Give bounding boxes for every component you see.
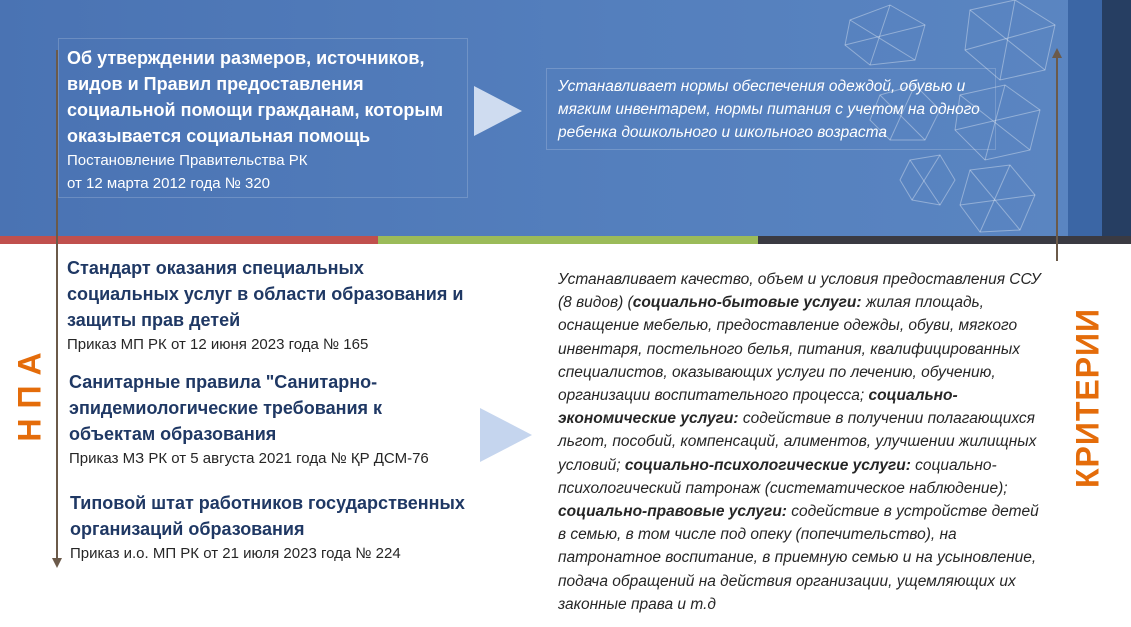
npa-label: НПА — [11, 342, 48, 442]
criteria-text-household: жилая площадь, оснащение мебелью, предоставление одежды, обуви, мягкого инвентаря, постельного белья, питания, квалифицированных специалистов, оказывающих услуги по лечению, обучению, организации воспитательного процесса; — [558, 294, 1021, 405]
criteria-heading-legal: социально-правовые услуги: — [558, 503, 787, 521]
criteria-text-legal: содействие в устройстве детей в семью, в том числе под опеку (попечительство), на патронатное воспитание, в приемную семью и на усыновление, подача обращений на действия организации, ущемляющих их законные права и т.д — [558, 503, 1039, 613]
arrow-down-icon — [52, 558, 62, 568]
right-stripe — [1068, 0, 1102, 236]
criteria-text-economic: содействие в получении полагающихся льгот, пособий, компенсаций, алиментов, улучшении жилищных условий; — [558, 410, 1037, 474]
document-source: Приказ МЗ РК от 5 августа 2021 года № ҚР ДСМ-76 — [69, 450, 429, 467]
right-stripe-dark — [1102, 0, 1131, 236]
divider-green — [378, 236, 758, 244]
top-document-date: от 12 марта 2012 года № 320 — [67, 175, 271, 192]
criteria-label: КРИТЕРИИ — [1069, 307, 1106, 489]
top-criteria-text: Устанавливает нормы обеспечения одеждой, обувью и мягким инвентарем, нормы питания с учетом на одного ребенка дошкольного и школьного возраста — [558, 78, 980, 141]
document-source: Приказ и.о. МП РК от 21 июля 2023 года № 224 — [70, 545, 401, 562]
top-document-title: Об утверждении размеров, источников, видов и Правил предоставления социальной помощи гражданам, которым оказывается социальная помощь — [67, 48, 444, 146]
document-title: Типовой штат работников государственных организаций образования — [70, 493, 465, 539]
document-item — [69, 369, 469, 470]
document-item — [70, 490, 470, 565]
document-title: Санитарные правила "Санитарно-эпидемиологические требования к объектам образования — [69, 372, 383, 444]
criteria-heading-household: социально-бытовые услуги: — [632, 294, 862, 312]
npa-arrow-line — [56, 50, 58, 560]
document-item — [67, 255, 467, 356]
criteria-arrow-line — [1056, 56, 1058, 261]
criteria-heading-economic: социально-экономические услуги: — [558, 387, 958, 428]
document-title: Стандарт оказания специальных социальных услуг в области образования и защиты прав детей — [67, 258, 464, 330]
criteria-text-psychological: социально-психологический патронаж (систематическое наблюдение); — [558, 456, 1008, 497]
arrow-right-icon — [474, 86, 522, 136]
criteria-heading-psychological: социально-психологические услуги: — [624, 456, 911, 474]
top-document-source: Постановление Правительства РК — [67, 152, 308, 169]
bottom-criteria-text — [558, 268, 1048, 616]
criteria-intro: Устанавливает качество, объем и условия предоставления ССУ (8 видов) ( — [558, 271, 1041, 312]
document-source: Приказ МП РК от 12 июня 2023 года № 165 — [67, 336, 369, 353]
arrow-right-icon — [480, 408, 532, 462]
arrow-up-icon — [1052, 48, 1062, 58]
divider-dark — [758, 236, 1131, 244]
top-document — [67, 45, 462, 195]
